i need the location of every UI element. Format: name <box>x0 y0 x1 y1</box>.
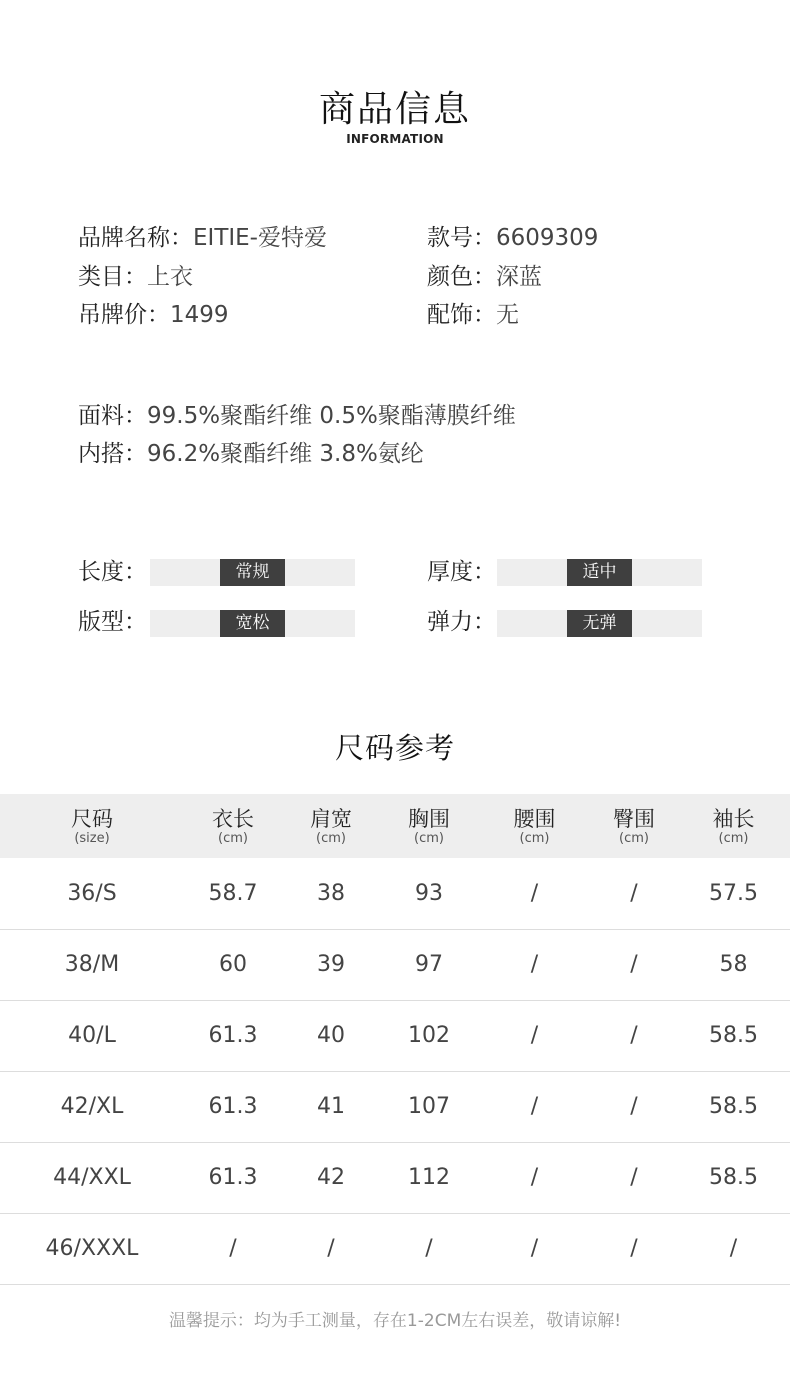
table-row <box>0 1071 790 1142</box>
size-chart-header-row <box>0 794 790 858</box>
cell-length: / <box>184 1213 282 1284</box>
tag-price-value: 1499 <box>170 302 229 328</box>
fit-value-badge: 宽松 <box>220 610 285 637</box>
col-header-unit: (cm) <box>414 831 444 846</box>
col-header-unit: (cm) <box>619 831 649 846</box>
cell-length: 61.3 <box>184 1000 282 1071</box>
col-header-label: 尺码 <box>71 807 113 831</box>
cell-hip: / <box>591 929 677 1000</box>
lining-row <box>78 439 424 469</box>
length-value-badge: 常规 <box>220 559 285 586</box>
cell-chest: 93 <box>380 858 478 929</box>
cell-size: 38/M <box>0 929 184 1000</box>
tag-price-row <box>78 300 229 330</box>
cell-sleeve: 58.5 <box>677 1071 790 1142</box>
col-header-unit: (cm) <box>316 831 346 846</box>
cell-sleeve: 57.5 <box>677 858 790 929</box>
cell-shoulder: 40 <box>282 1000 380 1071</box>
cell-size: 36/S <box>0 858 184 929</box>
cell-hip: / <box>591 1213 677 1284</box>
cell-size: 42/XL <box>0 1071 184 1142</box>
tag-price-label: 吊牌价： <box>78 302 170 328</box>
cell-shoulder: 38 <box>282 858 380 929</box>
style-no-value: 6609309 <box>496 225 599 251</box>
table-row <box>0 1213 790 1284</box>
style-no-label: 款号： <box>427 225 496 251</box>
col-header-hip <box>591 794 677 858</box>
cell-sleeve: / <box>677 1213 790 1284</box>
col-header-size <box>0 794 184 858</box>
cell-waist: / <box>478 1142 591 1213</box>
table-row <box>0 858 790 929</box>
col-header-unit: (cm) <box>519 831 550 846</box>
elasticity-scale <box>497 610 702 637</box>
fabric-row <box>78 401 516 431</box>
color-row <box>427 262 542 292</box>
size-chart-title: 尺码参考 <box>334 731 455 765</box>
cell-size: 46/XXXL <box>0 1213 184 1284</box>
cell-waist: / <box>478 1000 591 1071</box>
col-header-label: 衣长 <box>212 807 254 831</box>
table-row <box>0 929 790 1000</box>
cell-length: 60 <box>184 929 282 1000</box>
cell-waist: / <box>478 1213 591 1284</box>
brand-label: 品牌名称： <box>78 225 193 251</box>
category-value: 上衣 <box>147 264 193 290</box>
col-header-unit: (size) <box>74 831 110 846</box>
cell-shoulder: 42 <box>282 1142 380 1213</box>
col-header-sleeve <box>677 794 790 858</box>
cell-hip: / <box>591 858 677 929</box>
category-row <box>78 262 193 292</box>
length-label: 长度： <box>78 559 147 585</box>
cell-waist: / <box>478 858 591 929</box>
cell-hip: / <box>591 1142 677 1213</box>
cell-chest: 102 <box>380 1000 478 1071</box>
accessory-label: 配饰： <box>427 302 496 328</box>
elasticity-label: 弹力： <box>427 609 496 635</box>
cell-waist: / <box>478 929 591 1000</box>
col-header-chest <box>380 794 478 858</box>
size-chart-grid <box>0 794 790 1285</box>
measurement-note: 温馨提示：均为手工测量，存在1-2CM左右误差，敬请谅解! <box>168 1311 622 1331</box>
col-header-shoulder <box>282 794 380 858</box>
thickness-value-badge: 适中 <box>567 559 632 586</box>
cell-shoulder: 39 <box>282 929 380 1000</box>
thickness-label: 厚度： <box>427 559 496 585</box>
fit-scale <box>150 610 355 637</box>
cell-shoulder: / <box>282 1213 380 1284</box>
cell-chest: 112 <box>380 1142 478 1213</box>
fabric-label: 面料： <box>78 403 147 429</box>
style-no-row <box>427 223 598 253</box>
length-scale <box>150 559 355 586</box>
elasticity-value-badge: 无弹 <box>567 610 632 637</box>
col-header-label: 肩宽 <box>310 807 352 831</box>
col-header-label: 臀围 <box>613 807 655 831</box>
brand-row <box>78 223 327 253</box>
col-header-length <box>184 794 282 858</box>
accessory-row <box>427 300 519 330</box>
cell-chest: 107 <box>380 1071 478 1142</box>
cell-chest: 97 <box>380 929 478 1000</box>
col-header-label: 腰围 <box>513 807 556 831</box>
col-header-label: 袖长 <box>712 807 755 831</box>
cell-length: 61.3 <box>184 1142 282 1213</box>
page-title: 商品信息 <box>318 89 471 130</box>
table-row <box>0 1000 790 1071</box>
lining-value: 96.2%聚酯纤维 3.8%氨纶 <box>147 441 424 467</box>
category-label: 类目： <box>78 264 147 290</box>
cell-length: 61.3 <box>184 1071 282 1142</box>
color-label: 颜色： <box>427 264 496 290</box>
page-subtitle: INFORMATION <box>346 132 444 146</box>
cell-size: 40/L <box>0 1000 184 1071</box>
cell-size: 44/XXL <box>0 1142 184 1213</box>
cell-sleeve: 58 <box>677 929 790 1000</box>
cell-length: 58.7 <box>184 858 282 929</box>
col-header-waist <box>478 794 591 858</box>
accessory-value: 无 <box>496 302 519 328</box>
cell-waist: / <box>478 1071 591 1142</box>
thickness-scale <box>497 559 702 586</box>
lining-label: 内搭： <box>78 441 147 467</box>
color-value: 深蓝 <box>496 264 542 290</box>
cell-sleeve: 58.5 <box>677 1142 790 1213</box>
col-header-unit: (cm) <box>718 831 749 846</box>
col-header-unit: (cm) <box>218 831 248 846</box>
fabric-value: 99.5%聚酯纤维 0.5%聚酯薄膜纤维 <box>147 403 516 429</box>
cell-sleeve: 58.5 <box>677 1000 790 1071</box>
cell-shoulder: 41 <box>282 1071 380 1142</box>
fit-label: 版型： <box>78 609 147 635</box>
section-header <box>0 88 790 146</box>
cell-hip: / <box>591 1000 677 1071</box>
cell-chest: / <box>380 1213 478 1284</box>
cell-hip: / <box>591 1071 677 1142</box>
brand-value: EITIE-爱特爱 <box>193 225 327 251</box>
col-header-label: 胸围 <box>408 807 450 831</box>
table-row <box>0 1142 790 1213</box>
